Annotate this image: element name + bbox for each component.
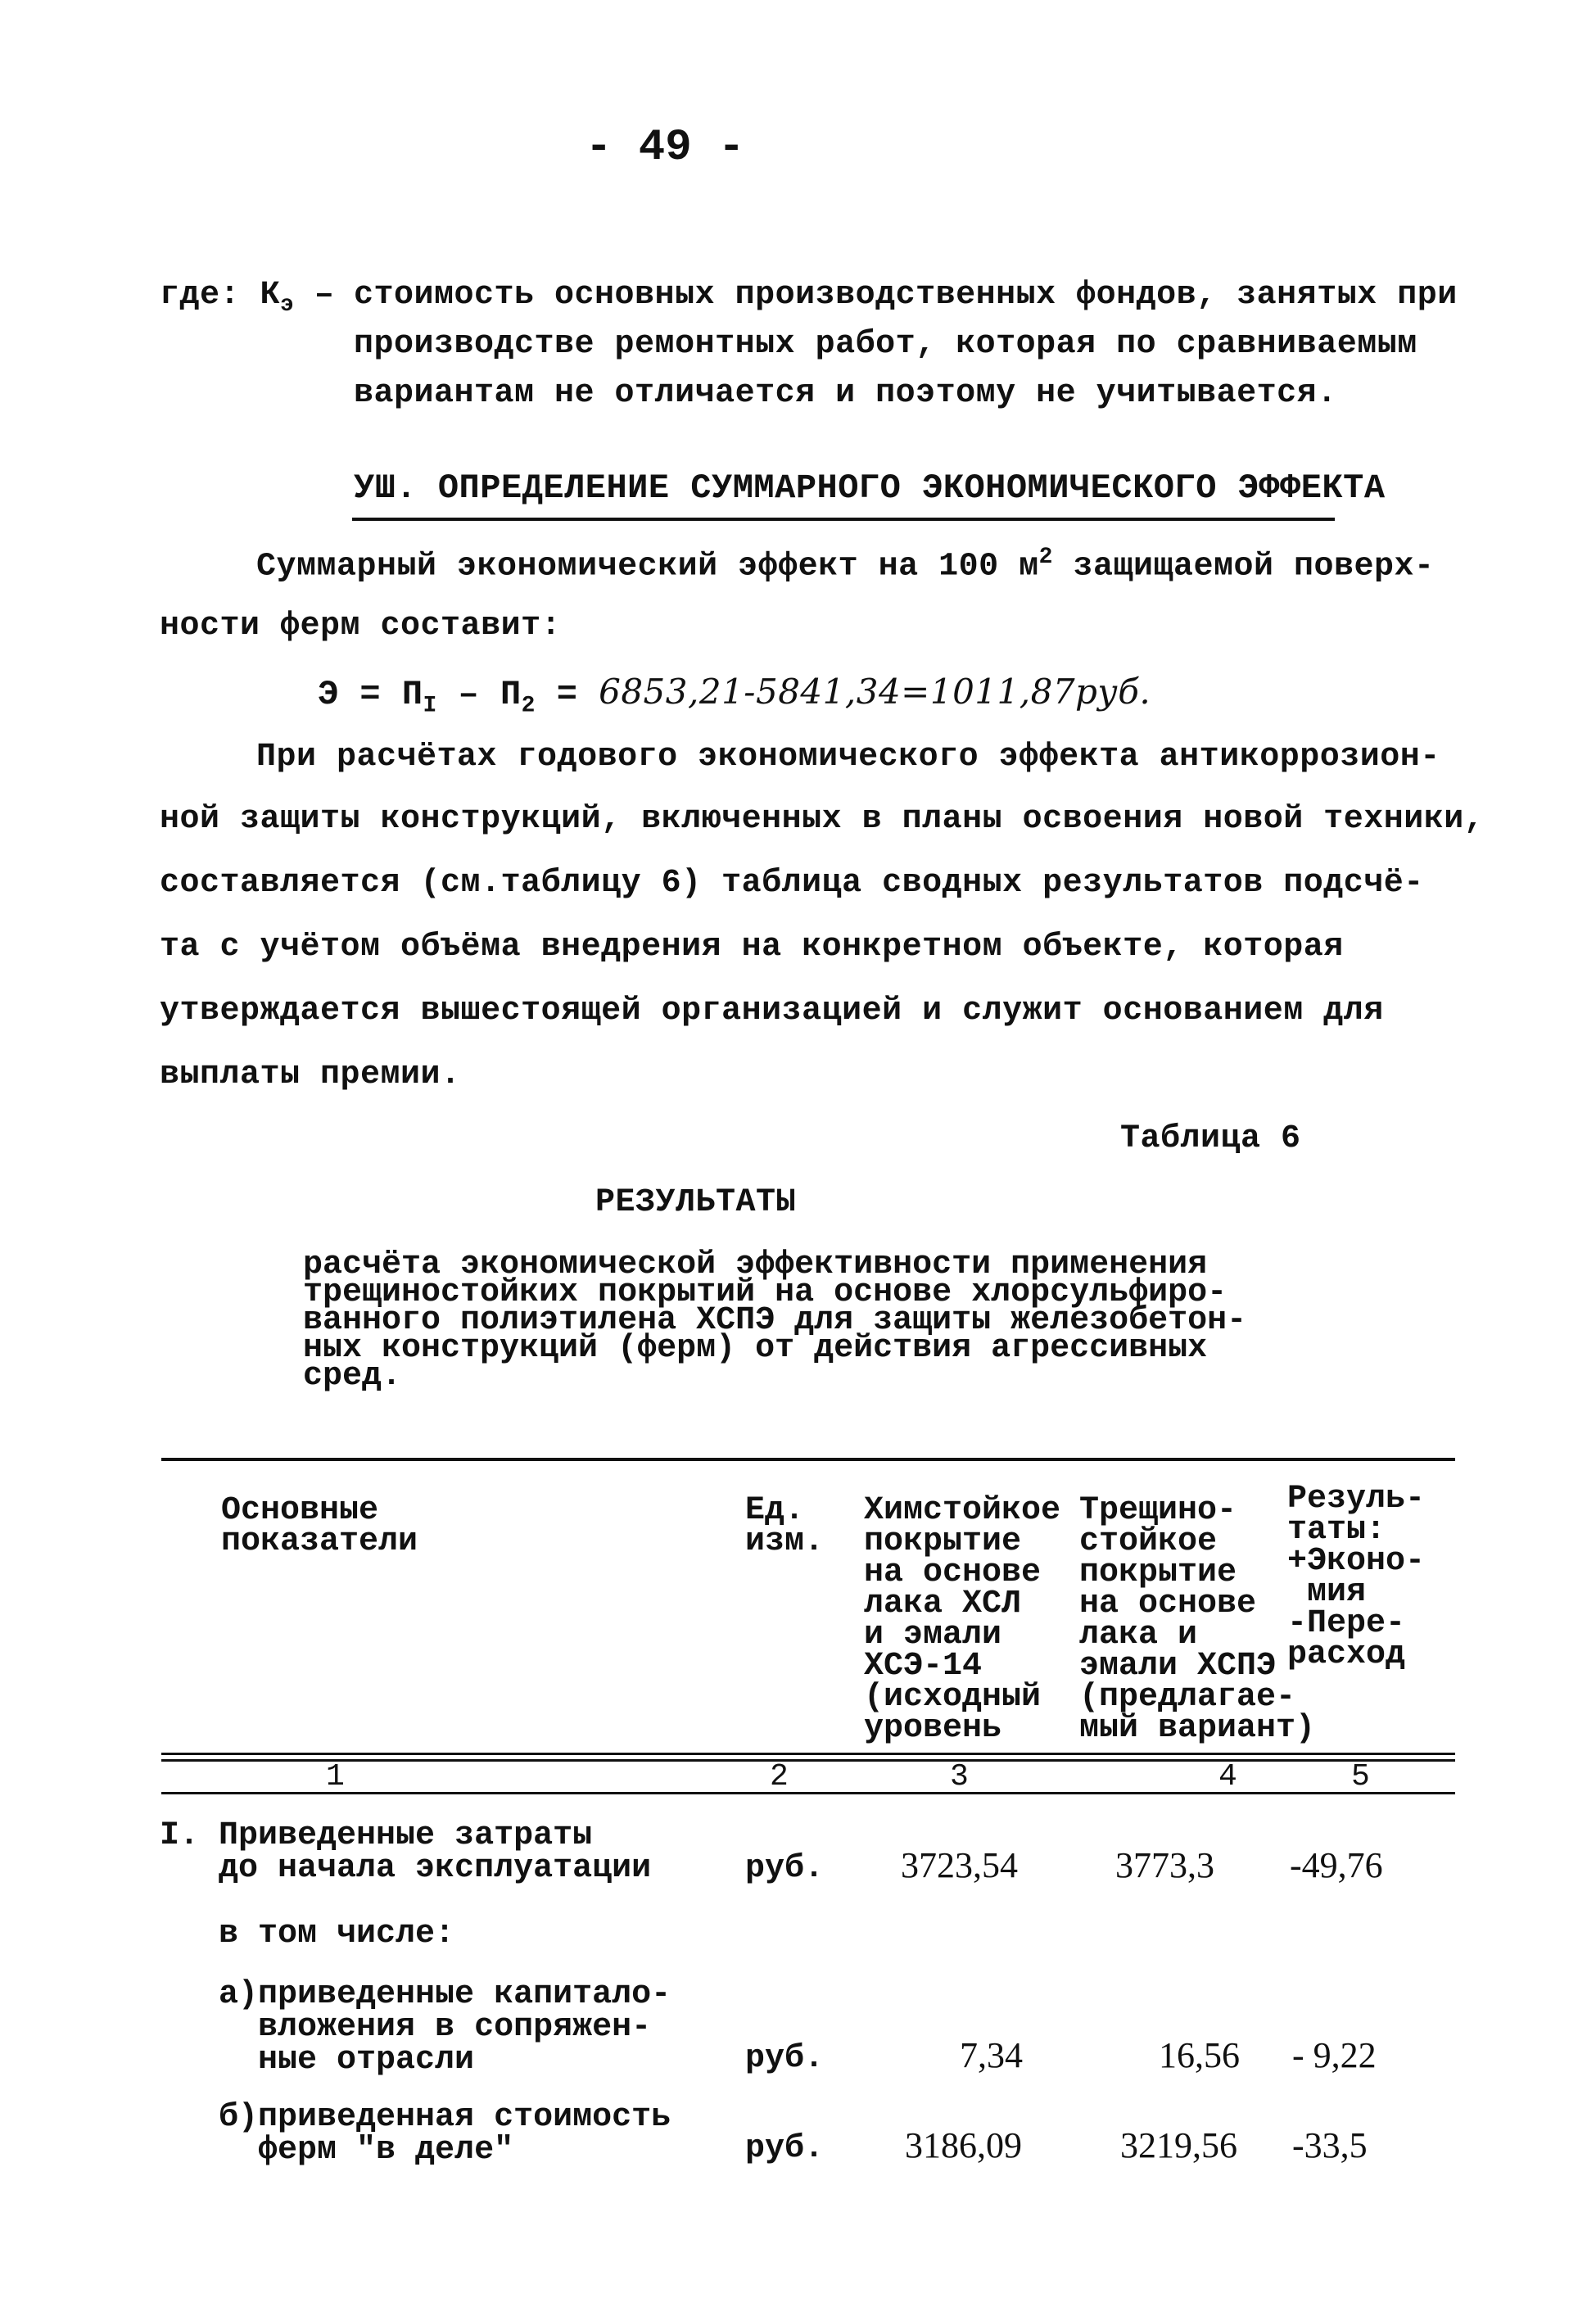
paragraph2-line-1: При расчётах годового экономического эффекта антикоррозион- <box>256 739 1440 776</box>
table-row-unit: руб. <box>745 2130 825 2167</box>
formula: $Э = П_I - П_2 = 6853,21-5841,34=1011,87руб$. <box>318 672 1151 719</box>
table-row-indicator: в том числе: <box>160 1916 455 1952</box>
column-number-5: 5 <box>1351 1759 1370 1794</box>
table-row-unit: руб. <box>745 1850 825 1887</box>
column-number-3: 3 <box>950 1759 969 1794</box>
paragraph2-line-4: та с учётом объёма внедрения на конкретном объекте, которая <box>160 929 1344 966</box>
header-unit: Ед. изм. <box>745 1492 825 1560</box>
table-row-unit: руб. <box>745 2040 825 2077</box>
header-indicators: Основные показатели <box>221 1492 418 1560</box>
paragraph2-line-2: ной защиты конструкций, включенных в планы освоения новой техники, <box>160 801 1485 838</box>
paragraph2-line-3: составляется (см.таблицу 6) таблица сводных результатов подсчё- <box>160 865 1424 902</box>
paragraph2-line-6: выплаты премии. <box>160 1056 461 1093</box>
header-proposed-coating: Трещино- стойкое покрытие на основе лака и эмали ХСПЭ (предлагае- мый вариант) <box>1079 1492 1316 1747</box>
page-number: - 49 - <box>586 123 745 173</box>
footnote-line-3: вариантам не отличается и поэтому не учитывается. <box>354 375 1337 412</box>
footnote-line-1: стоимость основных производственных фондов, занятых при <box>354 277 1458 314</box>
table-label: Таблица 6 <box>1120 1120 1301 1157</box>
column-number-1: 1 <box>326 1759 345 1794</box>
paragraph2-line-5: утверждается вышестоящей организацией и служит основанием для <box>160 993 1384 1029</box>
table-caption: расчёта экономической эффективности применения трещиностойких покрытий на основе хлорсульфиро- ванного полиэтилена ХСПЭ для защиты железобетон- ных конструкций (ферм) от действия агрессивных сред. <box>303 1246 1247 1395</box>
table-row-base: 3186,09 <box>905 2125 1022 2165</box>
table-row-proposed: 3773,3 <box>1115 1845 1214 1885</box>
section-underline <box>352 518 1335 521</box>
table-top-rule <box>161 1458 1455 1461</box>
paragraph1-line-2: ности ферм составит: <box>160 608 562 645</box>
header-base-coating: Химстойкое покрытие на основе лака ХСЛ и эмали ХСЭ-14 (исходный уровень <box>864 1492 1061 1747</box>
paragraph1-line-1: Суммарный экономический эффект на 100 $м^2$ защищаемой поверх- <box>256 545 1435 586</box>
table-row-indicator: б)приведенная стоимость ферм "в деле" <box>219 2099 671 2169</box>
table-row-result: -49,76 <box>1290 1845 1383 1885</box>
table-row-result: - 9,22 <box>1292 2035 1377 2075</box>
section-heading: УШ. ОПРЕДЕЛЕНИЕ СУММАРНОГО ЭКОНОМИЧЕСКОГО ЭФФЕКТА <box>354 468 1386 508</box>
table-row-result: -33,5 <box>1292 2125 1368 2165</box>
table-row-indicator: I. Приведенные затраты до начала эксплуатации <box>160 1817 652 1887</box>
column-number-2: 2 <box>770 1759 789 1794</box>
table-header-rule-1 <box>161 1753 1455 1755</box>
header-result: Резуль- таты: +Эконо- мия -Пере- расход <box>1287 1481 1426 1673</box>
table-header-rule-2 <box>161 1759 1455 1762</box>
footnote-label: где: $К_э$ – <box>160 277 335 318</box>
table-row-indicator: а)приведенные капитало- вложения в сопряжен- ные отрасли <box>219 1976 671 2079</box>
table-row-proposed: 3219,56 <box>1120 2125 1237 2165</box>
table-title: РЕЗУЛЬТАТЫ <box>595 1184 797 1221</box>
table-row-base: 7,34 <box>960 2035 1023 2075</box>
column-number-4: 4 <box>1218 1759 1237 1794</box>
handwritten-calculation: 6853,21-5841,34=1011,87руб. <box>599 672 1151 712</box>
table-number-rule <box>161 1792 1455 1794</box>
table-row-proposed: 16,56 <box>1159 2035 1240 2075</box>
footnote-line-2: производстве ремонтных работ, которая по сравниваемым <box>354 326 1417 363</box>
table-row-base: 3723,54 <box>901 1845 1018 1885</box>
